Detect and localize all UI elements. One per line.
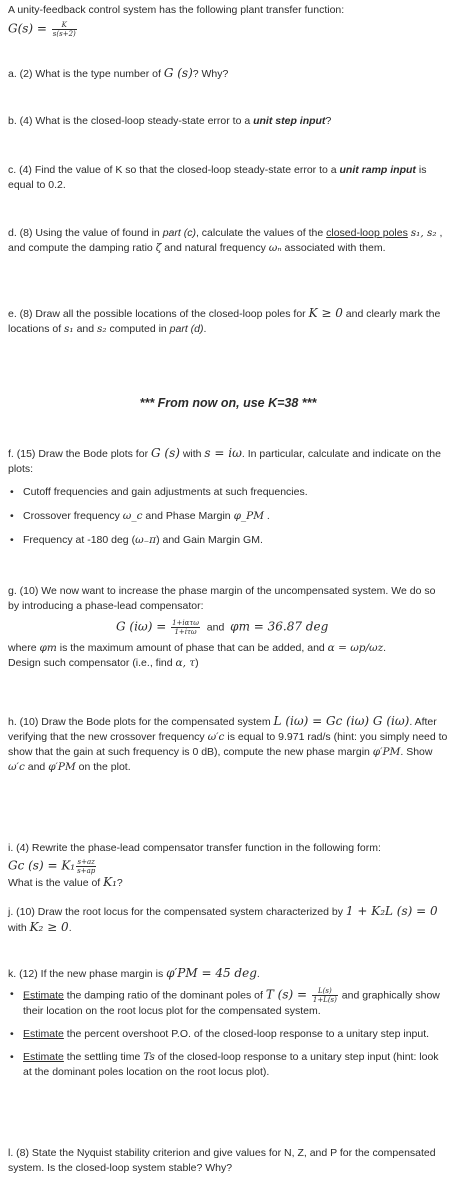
- question-c: c. (4) Find the value of K so that the closed-loop steady-state error to a unit ramp input is equal to 0.2.: [8, 164, 427, 191]
- plant-transfer-function: [8, 21, 448, 38]
- list-item: • Estimate the damping ratio of the dominant poles of T (s) = $\frac{L(s)}{1+L(s)}$ and graphically show their location on the root locus plot for the compensated system.: [8, 987, 448, 1019]
- question-f: f. (15) Draw the Bode plots for G (s) with s = iω. In particular, calculate and indicate on the plots: • Cutoff frequencies and gain adjustments at such frequencies. • Crossover frequency ω_c and Phase Margin φ_PM . • Frequency at -180 deg (ω₋π) and Gain Margin GM.: [8, 446, 448, 548]
- question-f-list: [8, 485, 448, 548]
- g-fraction: $\frac{K}{s(s+2)}$: [52, 21, 76, 38]
- list-item: • Estimate the settling time Ts of the closed-loop response to a unitary step input (hint: look at the dominant poles location on the root locus plot).: [8, 1050, 448, 1080]
- question-i: i. (4) Rewrite the phase-lead compensator transfer function in the following form: Gc (s) = K₁ $\frac{s+az}{s+ap}$ What is the value of K₁?: [8, 841, 448, 891]
- question-k-list: [8, 987, 448, 1080]
- list-item: • Cutoff frequencies and gain adjustments at such frequencies.: [8, 485, 448, 500]
- question-k: k. (12) If the new phase margin is φ′PM = 45 deg. • Estimate the damping ratio of the dominant poles of T (s) = $\frac{L(s)}{1+L(s)}$ and graphically show their location on the root locus plot for the compensated system. • Estimate the percent overshoot P.O. of the closed-loop response to a unitary step input. • Estimate the settling time Ts of the closed-loop response to a unitary step input (hint: look at the dominant poles location on the root locus plot).: [8, 966, 448, 1080]
- question-d: d. (8) Using the value of found in part (c), calculate the values of the closed-loop poles s₁, s₂ , and compute the damping ratio ζ and natural frequency ωₙ associated with them.: [8, 227, 443, 254]
- question-h: h. (10) Draw the Bode plots for the compensated system L (iω) = Gc (iω) G (iω). After verifying that the new crossover frequency ω′c is equal to 9.971 rad/s (hint: you simply need to show that the gain at such frequency is 0 dB), compute the new phase margin φ′PM. Show ω′c and φ′PM on the plot.: [8, 714, 448, 773]
- intro-text: A unity-feedback control system has the following plant transfer function:: [8, 4, 345, 16]
- question-b: b. (4) What is the closed-loop steady-state error to a unit step input?: [8, 115, 332, 127]
- list-item: • Crossover frequency ω_c and Phase Margin φ_PM .: [8, 509, 448, 524]
- compensator-form: Gc (s) = K₁ $\frac{s+az}{s+ap}$: [8, 858, 96, 875]
- question-g: g. (10) We now want to increase the phase margin of the uncompensated system. We do so by introducing a phase-lead compensator: G (iω) = $\frac{\text{1+iατω}}{\text{1+iτω}}$ and φm = 36.87 deg where φm is the maximum amount of phase that can be added, and α = ωp/ωz. Design such compensator (i.e., find α, τ): [8, 584, 448, 671]
- question-l: l. (8) State the Nyquist stability criterion and give values for N, Z, and P for the compensated system. Is the closed-loop system stable? Why?: [8, 1147, 436, 1174]
- question-e: e. (8) Draw all the possible locations of the closed-loop poles for K ≥ 0 and clearly mark the locations of s₁ and s₂ computed in part (d).: [8, 306, 441, 335]
- question-j: j. (10) Draw the root locus for the compensated system characterized by 1 + K₂L (s) = 0 with K₂ ≥ 0.: [8, 904, 438, 934]
- list-item: • Frequency at -180 deg (ω₋π) and Gain Margin GM.: [8, 533, 448, 548]
- k-value-note: *** From now on, use K=38 ***: [139, 396, 317, 410]
- g-lhs: G(s) =: [8, 21, 51, 36]
- compensator-equation: G (iω) = $\frac{\text{1+iατω}}{\text{1+iτω}}$ and φm = 36.87 deg: [116, 619, 329, 636]
- list-item: • Estimate the percent overshoot P.O. of the closed-loop response to a unitary step input.: [8, 1027, 448, 1042]
- intro: [8, 3, 448, 38]
- question-a: a. (2) What is the type number of G (s)? Why?: [8, 66, 229, 80]
